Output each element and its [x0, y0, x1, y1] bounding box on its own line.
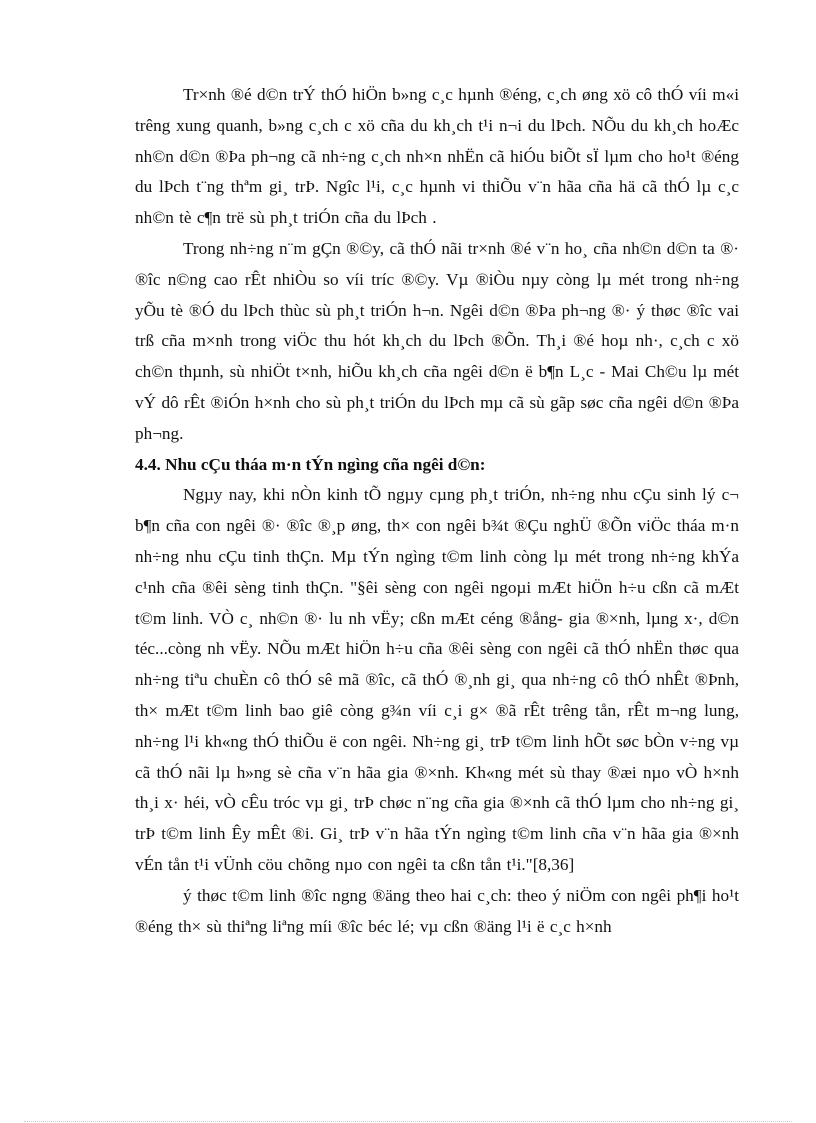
paragraph-spiritual-needs: Ngµy nay, khi nÒn kinh tÕ ngµy cµng ph¸t triÓn, nh÷ng nhu cÇu sinh lý c¬ b¶n cña con ngêi ®· ®îc ®¸p øng, th× con ngêi b¾t ®Çu nghÜ ®Õn viÖc tháa m·n nh÷ng nhu cÇu tinh thÇn. Mµ tÝn ngìng t©m linh còng lµ mét trong nh÷ng khÝa c¹nh cña ®êi sèng tinh thÇn. "§êi sèng con ngêi ngoµi mÆt hiÖn h÷u cßn cã mÆt t©m linh. VÒ c¸ nh©n ®· lu nh vËy; cßn mÆt céng ®ång- gia ®×nh, lµng x·, d©n téc...còng nh vËy. NÕu mÆt hiÖn h÷u cña ®êi sèng con ngêi cã thÓ nhËn thøc qua nh÷ng tiªu chuÈn cô thÓ sê mã ®îc, cã thÓ ®¸nh gi¸ qua nh÷ng cô thÓ nhÊt ®Þnh, th× mÆt t©m linh bao giê còng g¾n víi c¸i g× ®ã rÊt trêng tån, rÊt m¬ng lung, nh÷ng l¹i kh«ng thÓ thiÕu ë con ngêi. Nh÷ng gi¸ trÞ t©m linh hÕt søc bÒn v÷ng vµ cã thÓ nãi lµ h»ng sè cña v¨n hãa gia ®×nh. Kh«ng mét sù thay ®æi nµo vÒ h×nh th¸i x· héi, vÒ cÊu tróc vµ gi¸ trÞ chøc n¨ng cña gia ®×nh cã thÓ lµm cho nh÷ng gi¸ trÞ t©m linh Êy mÊt ®i. Gi¸ trÞ v¨n hãa tÝn ngìng t©m linh cña v¨n hãa gia ®×nh vÉn tån t¹i vÜnh cöu chõng nµo con ngêi ta cßn tån t¹i."[8,36] [135, 485, 739, 874]
paragraph-education-level: Tr×nh ®é d©n trÝ thÓ hiÖn b»ng c¸c hµnh ®éng, c¸ch øng xö cô thÓ víi m«i trêng xung quanh, b»ng c¸ch c xö cña du kh¸ch t¹i n¬i du lÞch. NÕu du kh¸ch hoÆc nh©n d©n ®Þa ph¬ng cã nh÷ng c¸ch nh×n nhËn cã hiÓu biÕt sÏ lµm cho ho¹t ®éng du lÞch t¨ng thªm gi¸ trÞ. Ngîc l¹i, c¸c hµnh vi thiÕu v¨n hãa cña hä cã thÓ lµ c¸c nh©n tè c¶n trë sù ph¸t triÓn cña du lÞch . [135, 85, 739, 228]
paragraph-recent-years: Trong nh÷ng n¨m gÇn ®©y, cã thÓ nãi tr×nh ®é v¨n ho¸ cña nh©n d©n ta ®· ®îc n©ng cao rÊt nhiÒu so víi tríc ®©y. Vµ ®iÒu nµy còng lµ mét trong nh÷ng yÕu tè ®Ó du lÞch thùc sù ph¸t triÓn h¬n. Ngêi d©n ®Þa ph¬ng ®· ý thøc ®îc vai trß cña m×nh trong viÖc thu hót kh¸ch du lÞch ®Õn. Th¸i ®é hoµ nh·, c¸ch c xö ch©n thµnh, sù nhiÖt t×nh, hiÕu kh¸ch cña ngêi d©n ë b¶n L¸c - Mai Ch©u lµ mét vÝ dô rÊt ®iÓn h×nh cho sù ph¸t triÓn du lÞch mµ cã sù gãp søc cña ngêi d©n ®Þa ph¬ng. [135, 238, 739, 443]
section-heading: 4.4. Nhu cÇu tháa m·n tÝn ngìng cña ngêi d©n: [135, 454, 486, 474]
paragraph-spiritual-awareness: ý thøc t©m linh ®îc ngng ®äng theo hai c¸ch: theo ý niÖm con ngêi ph¶i ho¹t ®éng th× sù thiªng liªng míi ®îc béc lé; vµ cßn ®äng l¹i ë c¸c h×nh [135, 885, 739, 936]
document-body [135, 80, 739, 942]
page-bottom-divider [24, 1121, 792, 1122]
